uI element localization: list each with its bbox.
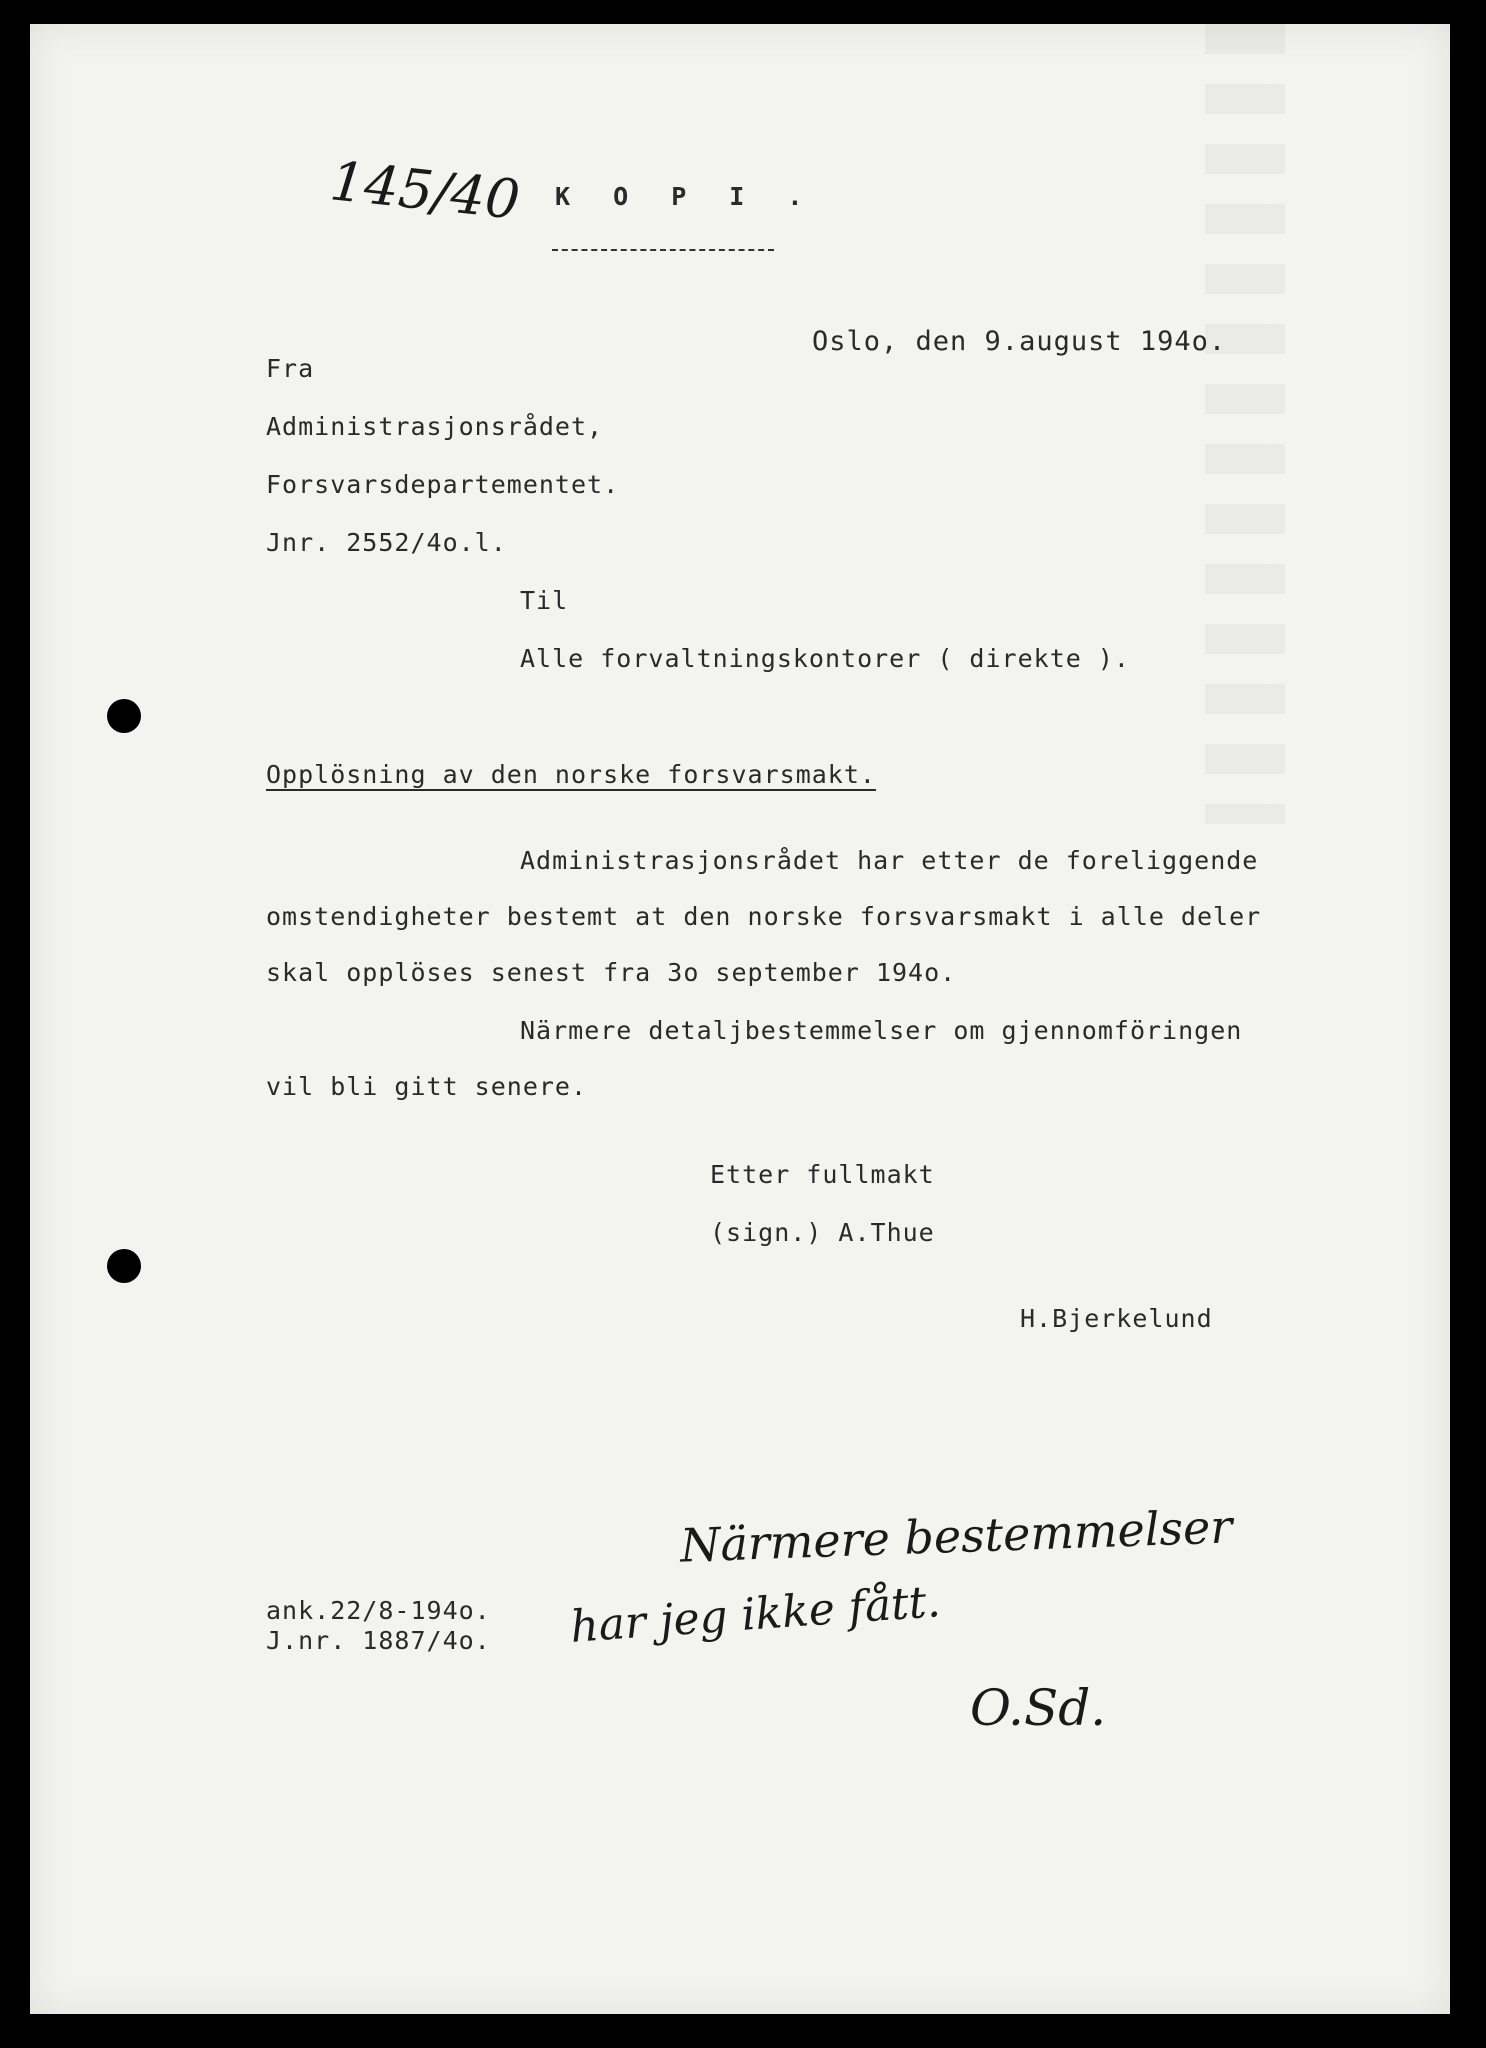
body-p2-line1: Närmere detaljbestemmelser om gjennomföringen (520, 1016, 1243, 1045)
document-title: K O P I . (555, 182, 817, 211)
watermark (1205, 24, 1285, 824)
document-page (30, 24, 1450, 2014)
handwritten-initials: O.Sd. (970, 1679, 1107, 1737)
signature-authority: Etter fullmakt (710, 1160, 935, 1189)
title-underline (552, 249, 774, 251)
sender-label: Fra (266, 354, 315, 383)
sender-journal: Jnr. 2552/4o.l. (266, 528, 507, 557)
body-p1-line1: Administrasjonsrådet har etter de foreliggende (520, 846, 1259, 875)
handwritten-reference: 145/40 (327, 149, 523, 232)
signature-signed: (sign.) A.Thue (710, 1218, 935, 1247)
sender-org1: Administrasjonsrådet, (266, 412, 604, 441)
recipient-name: Alle forvaltningskontorer ( direkte ). (520, 644, 1130, 673)
sender-org2: Forsvarsdepartementet. (266, 470, 620, 499)
body-p1-line2: omstendigheter bestemt at den norske forsvarsmakt i alle deler (266, 902, 1262, 931)
recipient-label: Til (520, 586, 569, 615)
punch-hole-bottom (107, 1249, 141, 1283)
body-p2-line2: vil bli gitt senere. (266, 1072, 588, 1101)
subject-line: Opplösning av den norske forsvarsmakt. (266, 760, 876, 789)
signature-copy-by: H.Bjerkelund (1020, 1304, 1213, 1333)
body-p1-line3: skal opplöses senest fra 3o september 194o. (266, 958, 957, 987)
handwritten-note-line2: har jeg ikke fått. (568, 1576, 943, 1653)
footer-received: ank.22/8-194o. (266, 1596, 491, 1625)
handwritten-note-line1: Närmere bestemmelser (679, 1499, 1234, 1573)
footer-journal: J.nr. 1887/4o. (266, 1626, 491, 1655)
date-line: Oslo, den 9.august 194o. (812, 326, 1227, 357)
punch-hole-top (107, 699, 141, 733)
